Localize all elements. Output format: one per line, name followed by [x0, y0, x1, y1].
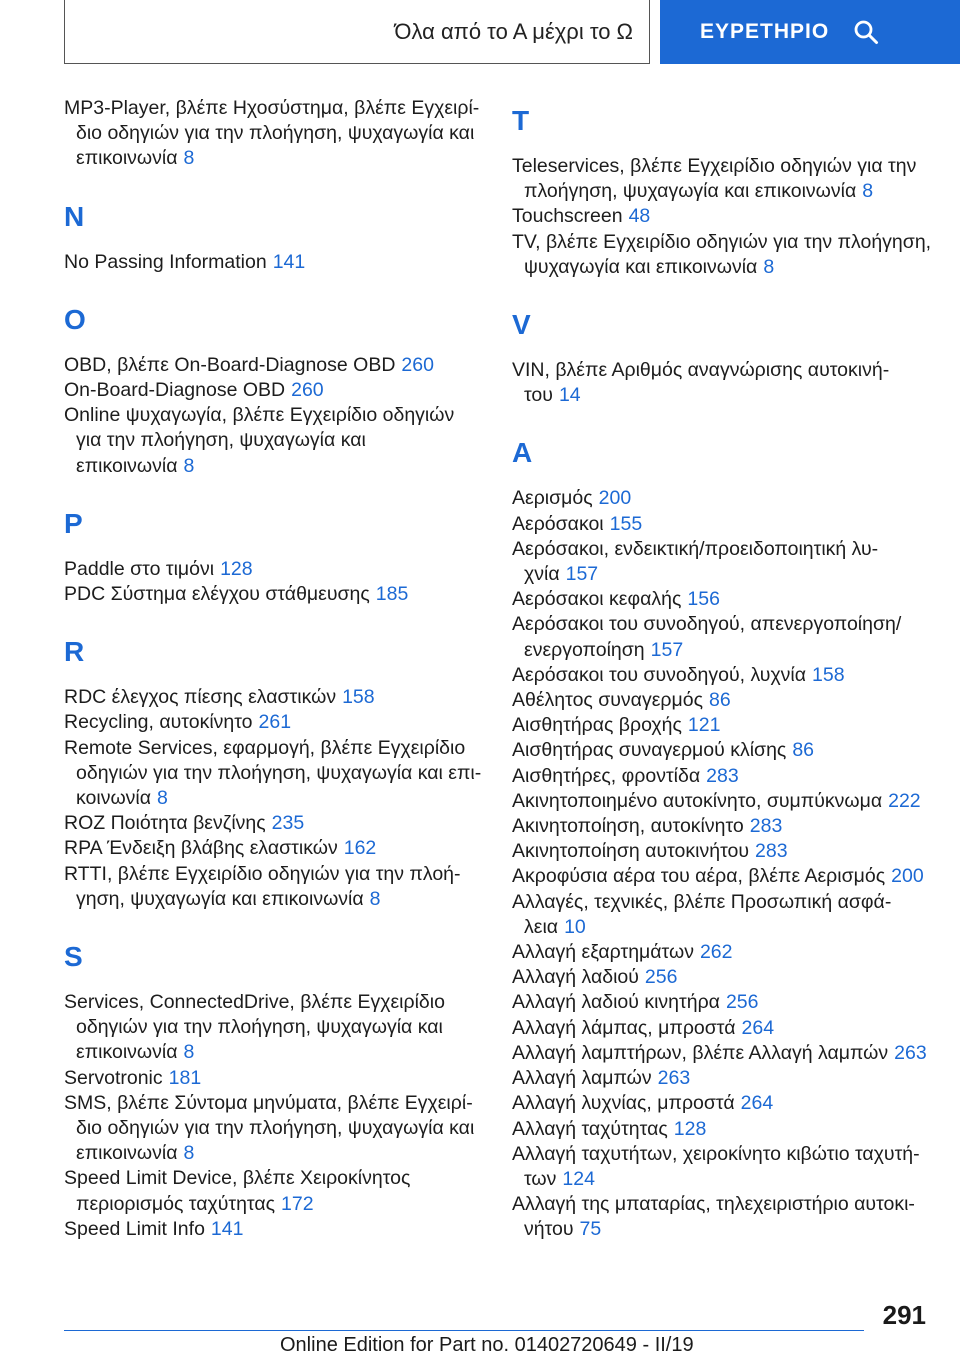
- entry-text: VIN, βλέπε Αριθμός αναγνώρισης αυτοκινήτου: [512, 359, 890, 407]
- entry-text: On-Board-Diagnose OBD: [64, 379, 286, 402]
- index-section: [64, 279, 484, 479]
- section-spacer: [64, 549, 484, 557]
- entry-text: Αλλαγή λαμπών: [512, 1067, 652, 1090]
- right-column: [512, 96, 932, 1247]
- entry-text: RDC έλεγχος πίεσης ελαστικών: [64, 686, 337, 709]
- page-link[interactable]: 283: [749, 815, 783, 838]
- index-section: [512, 96, 932, 280]
- section-spacer: [64, 982, 484, 990]
- page-link[interactable]: 8: [183, 454, 195, 477]
- index-entry: [512, 1142, 932, 1192]
- section-heading: [512, 428, 932, 478]
- edition-note: Online Edition for Part no. 01402720649 - II/19: [280, 1334, 694, 1356]
- page-link[interactable]: 8: [862, 180, 874, 203]
- search-icon[interactable]: [853, 19, 879, 45]
- index-entry: [512, 839, 932, 864]
- entry-text: Αλλαγή λαδιού: [512, 966, 639, 989]
- entry-text: Αλλαγή λαδιού κινητήρα: [512, 991, 720, 1014]
- index-entry: [512, 537, 932, 587]
- page-link[interactable]: 262: [699, 941, 733, 964]
- section-heading: [512, 96, 932, 146]
- index-entry: [512, 940, 932, 965]
- entry-text: RPA Ένδειξη βλάβης ελαστικών: [64, 837, 338, 860]
- index-section: [64, 176, 484, 275]
- footer-rule: [64, 1330, 864, 1331]
- index-entry: [512, 512, 932, 537]
- entry-text: Remote Services, εφαρμογή, βλέπε Εγχειρίδιο οδηγιών για την πλοήγηση, ψυχαγωγία και επικοινωνία: [64, 736, 482, 810]
- entry-text: OBD, βλέπε On-Board-Diagnose OBD: [64, 353, 396, 376]
- page-link[interactable]: 263: [657, 1067, 691, 1090]
- page-link[interactable]: 158: [342, 686, 375, 709]
- page-link[interactable]: 86: [792, 739, 815, 762]
- index-entry: [64, 1166, 484, 1216]
- entry-text: Αερόσακοι του συνοδηγού, απενεργοποίηση/ ενεργοποίηση: [512, 613, 902, 661]
- page-link[interactable]: 200: [891, 865, 924, 888]
- page-link[interactable]: 222: [888, 789, 921, 812]
- entry-text: ROZ Ποιότητα βενζίνης: [64, 812, 266, 835]
- page-link[interactable]: 48: [628, 205, 651, 228]
- entry-text: Ακινητοποίηση, αυτοκίνητο: [512, 815, 744, 838]
- page-link[interactable]: 8: [183, 1041, 195, 1064]
- entry-text: Αισθητήρες, φροντίδα: [512, 764, 701, 787]
- entry-text: Ακινητοποιημένο αυτοκίνητο, συμπύκνωμα: [512, 789, 883, 812]
- index-entry: [512, 612, 932, 662]
- entry-text: Αερόσακοι, ενδεικτική/προειδοποιητική λυχνία: [512, 537, 879, 586]
- page-link[interactable]: 8: [157, 787, 168, 810]
- index-entry: [512, 713, 932, 738]
- page-link[interactable]: 260: [291, 379, 324, 402]
- index-section: [64, 611, 484, 912]
- section-spacer: [64, 242, 484, 250]
- section-heading: [64, 499, 484, 549]
- index-entry: [64, 811, 484, 836]
- section-gap: [64, 176, 484, 192]
- section-spacer: [512, 146, 932, 154]
- entry-text: TV, βλέπε Εγχειρίδιο οδηγιών για την πλοήγηση, ψυχαγωγία και επικοινωνία: [512, 230, 932, 278]
- section-spacer: [512, 350, 932, 358]
- section-gap: [64, 916, 484, 932]
- page-link[interactable]: 155: [609, 512, 643, 535]
- page-link[interactable]: 141: [272, 250, 306, 273]
- page-link[interactable]: 8: [369, 887, 381, 910]
- index-entry: [512, 864, 932, 889]
- index-entry: [64, 710, 484, 735]
- index-entry: [512, 1041, 932, 1066]
- entry-text: Speed Limit Device, βλέπε Χειροκίνητος περιορισμός ταχύτητας: [64, 1167, 411, 1215]
- index-entry: [64, 1091, 484, 1167]
- entry-text: Αισθητήρας βροχής: [512, 714, 682, 737]
- index-section: [64, 96, 484, 172]
- index-entry: [64, 862, 484, 912]
- entry-text: Αερόσακοι του συνοδηγού, λυχνία: [512, 663, 807, 686]
- section-heading: [64, 295, 484, 345]
- entry-text: Servotronic: [64, 1066, 163, 1089]
- page-link[interactable]: 75: [579, 1218, 602, 1241]
- index-entry: [512, 1117, 932, 1142]
- page-link[interactable]: 157: [565, 563, 599, 586]
- page-link[interactable]: 261: [258, 711, 292, 734]
- index-entry: [512, 154, 932, 204]
- entry-text: SMS, βλέπε Σύντομα μηνύματα, βλέπε Εγχειρίδιο οδηγιών για την πλοήγηση, ψυχαγωγία και επικοινωνία: [64, 1091, 475, 1165]
- entry-text: Recycling, αυτοκίνητο: [64, 711, 253, 734]
- page-link[interactable]: 162: [343, 837, 377, 860]
- entry-text: Touchscreen: [512, 205, 623, 228]
- page-link[interactable]: 8: [183, 147, 195, 170]
- index-entry: [512, 738, 932, 763]
- tab-a-to-z[interactable]: [64, 0, 650, 64]
- page-number: 291: [882, 1300, 926, 1330]
- page-link[interactable]: 128: [220, 557, 253, 580]
- entry-text: Αλλαγή εξαρτημάτων: [512, 941, 694, 964]
- page-link[interactable]: 260: [401, 353, 434, 376]
- entry-text: Αισθητήρας συναγερμού κλίσης: [512, 739, 787, 762]
- entry-text: No Passing Information: [64, 250, 267, 273]
- index-entry: [512, 486, 932, 511]
- entry-text: Αθέλητος συναγερμός: [512, 689, 703, 712]
- entry-text: Αλλαγές, τεχνικές, βλέπε Προσωπική ασφάλεια: [512, 890, 892, 938]
- section-spacer: [64, 677, 484, 685]
- entry-text: Αλλαγή ταχυτήτων, χειροκίνητο κιβώτιο ταχυτήτων: [512, 1142, 920, 1190]
- index-entry: [64, 582, 484, 607]
- page-link[interactable]: 14: [558, 384, 581, 407]
- page-link[interactable]: 141: [210, 1217, 244, 1240]
- entry-text: Αλλαγή ταχύτητας: [512, 1117, 668, 1140]
- entry-text: Paddle στο τιμόνι: [64, 557, 215, 580]
- entry-text: RTTI, βλέπε Εγχειρίδιο οδηγιών για την πλοήγηση, ψυχαγωγία και επικοινωνία: [64, 862, 461, 910]
- index-entry: [512, 663, 932, 688]
- page-link[interactable]: 8: [763, 255, 775, 278]
- page-link[interactable]: 8: [183, 1142, 195, 1165]
- index-section: [64, 483, 484, 607]
- index-entry: [512, 358, 932, 408]
- index-entry: [64, 736, 484, 812]
- section-heading: [64, 192, 484, 242]
- entry-text: Ακινητοποίηση αυτοκινήτου: [512, 840, 749, 863]
- entry-text: Speed Limit Info: [64, 1217, 205, 1240]
- index-section: [512, 284, 932, 408]
- page-link[interactable]: 185: [375, 583, 409, 606]
- index-entry: [512, 688, 932, 713]
- entry-text: MP3-Player, βλέπε Ηχοσύστημα, βλέπε Εγχειρίδιο οδηγιών για την πλοήγηση, ψυχαγωγία και επικοινωνία: [64, 97, 480, 170]
- page-link[interactable]: 256: [725, 991, 759, 1014]
- index-entry: [512, 814, 932, 839]
- section-letter: O: [64, 303, 86, 335]
- entry-text: Services, ConnectedDrive, βλέπε Εγχειρίδιο οδηγιών για την πλοήγηση, ψυχαγωγία και επικοινωνία: [64, 991, 445, 1064]
- index-entry: [64, 1066, 484, 1091]
- section-gap: [64, 483, 484, 499]
- page-link[interactable]: 86: [708, 689, 731, 712]
- page-link[interactable]: 172: [281, 1192, 314, 1215]
- page-link[interactable]: 256: [644, 966, 678, 989]
- index-entry: [64, 1217, 484, 1242]
- section-letter: P: [64, 507, 83, 539]
- index-entry: [64, 96, 484, 172]
- page-link[interactable]: 181: [168, 1066, 202, 1089]
- index-entry: [512, 1192, 932, 1242]
- section-letter: R: [64, 636, 85, 668]
- index-entry: [64, 557, 484, 582]
- index-section: [64, 916, 484, 1242]
- page-link[interactable]: 263: [894, 1041, 927, 1064]
- page-link[interactable]: 157: [650, 638, 684, 661]
- page-link[interactable]: 10: [564, 915, 586, 938]
- section-spacer: [512, 478, 932, 486]
- tab-index[interactable]: [660, 0, 960, 64]
- index-entry: [512, 230, 932, 280]
- section-gap: [64, 611, 484, 627]
- index-entry: [512, 1066, 932, 1091]
- page-link[interactable]: 200: [598, 487, 632, 510]
- entry-text: Αερόσακοι κεφαλής: [512, 588, 682, 611]
- index-entry: [64, 353, 484, 378]
- index-entry: [512, 587, 932, 612]
- page-link[interactable]: 158: [812, 663, 845, 686]
- page-link[interactable]: 283: [706, 764, 739, 787]
- section-gap: [64, 279, 484, 295]
- section-letter: T: [512, 105, 530, 136]
- index-entry: [64, 836, 484, 861]
- page-link[interactable]: 121: [687, 714, 721, 737]
- entry-text: PDC Σύστημα ελέγχου στάθμευσης: [64, 583, 370, 606]
- page-link[interactable]: 128: [673, 1117, 707, 1140]
- index-entry: [512, 965, 932, 990]
- header: [64, 0, 960, 64]
- section-gap: [512, 412, 932, 428]
- index-entry: [64, 250, 484, 275]
- index-entry: [512, 1091, 932, 1116]
- index-entry: [64, 990, 484, 1066]
- section-letter: S: [64, 941, 83, 973]
- index-entry: [512, 990, 932, 1015]
- entry-text: Online ψυχαγωγία, βλέπε Εγχειρίδιο οδηγιών για την πλοήγηση, ψυχαγωγία και επικοινωνία: [64, 404, 455, 477]
- index-entry: [512, 890, 932, 940]
- section-spacer: [64, 345, 484, 353]
- page-link[interactable]: 264: [740, 1092, 774, 1115]
- index-entry: [512, 1016, 932, 1041]
- page-link[interactable]: 264: [741, 1016, 775, 1039]
- tab-index-label: ΕΥΡΕΤΗΡΙΟ: [700, 20, 830, 43]
- section-heading: [512, 300, 932, 350]
- entry-text: Αλλαγή της μπαταρίας, τηλεχειριστήριο αυτοκινήτου: [512, 1193, 915, 1241]
- page-link[interactable]: 283: [755, 840, 788, 863]
- index-entry: [512, 789, 932, 814]
- index-entry: [512, 204, 932, 229]
- left-column: [64, 96, 484, 1246]
- entry-text: Αερόσακοι: [512, 512, 604, 535]
- section-heading: [64, 932, 484, 982]
- entry-text: Αλλαγή λάμπας, μπροστά: [512, 1016, 736, 1039]
- entry-text: Αλλαγή λαμπτήρων, βλέπε Αλλαγή λαμπών: [512, 1041, 889, 1064]
- page-link[interactable]: 124: [562, 1167, 595, 1190]
- page-link[interactable]: 235: [271, 812, 305, 835]
- index-entry: [64, 403, 484, 479]
- entry-text: Αερισμός: [512, 487, 593, 510]
- section-gap: [512, 284, 932, 300]
- section-letter: V: [512, 309, 531, 341]
- entry-text: Teleservices, βλέπε Εγχειρίδιο οδηγιών για την πλοήγηση, ψυχαγωγία και επικοινωνία: [512, 155, 917, 203]
- page-link[interactable]: 156: [687, 588, 720, 611]
- index-entry: [64, 378, 484, 403]
- entry-text: Αλλαγή λυχνίας, μπροστά: [512, 1092, 735, 1115]
- entry-text: Ακροφύσια αέρα του αέρα, βλέπε Αερισμός: [512, 865, 886, 888]
- tab-a-to-z-label: Όλα από το Α μέχρι το Ω: [394, 18, 633, 44]
- index-entry: [64, 685, 484, 710]
- section-letter: Α: [512, 437, 533, 469]
- index-entry: [512, 764, 932, 789]
- section-letter: N: [64, 200, 85, 232]
- index-section: [512, 412, 932, 1242]
- section-heading: [64, 627, 484, 677]
